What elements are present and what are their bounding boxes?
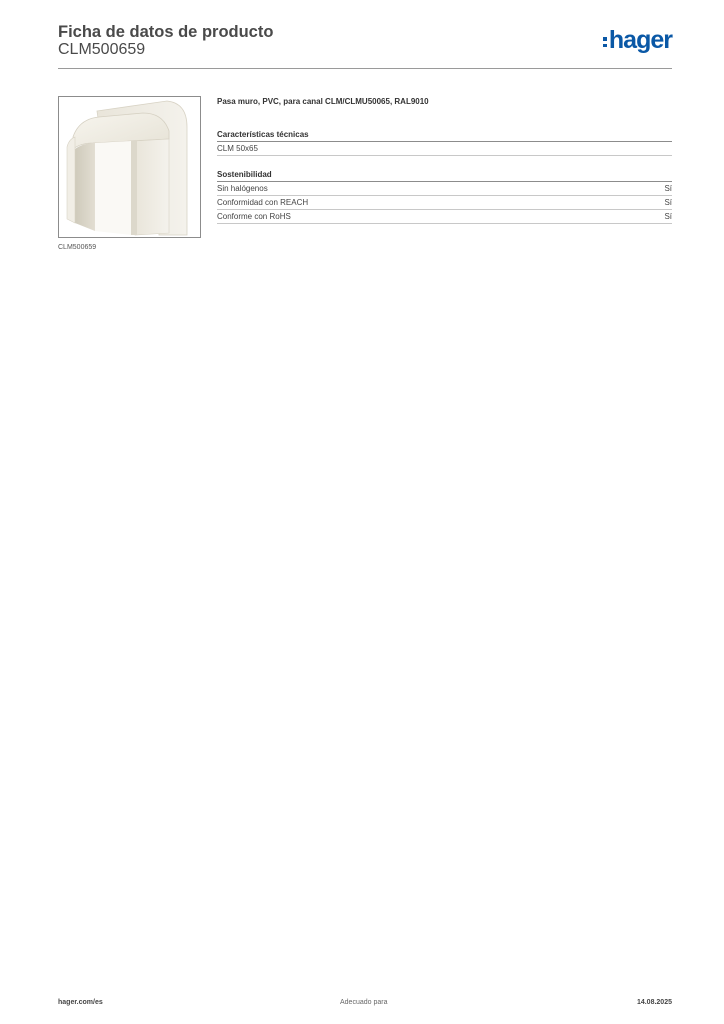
product-code-heading: CLM500659 bbox=[58, 41, 146, 58]
spec-row bbox=[217, 142, 672, 156]
spec-label: CLM 50x65 bbox=[217, 144, 258, 153]
spec-label: Conforme con RoHS bbox=[217, 212, 291, 221]
spec-label: Sin halógenos bbox=[217, 184, 268, 193]
wall-pass-product-icon bbox=[59, 97, 200, 237]
image-caption: CLM500659 bbox=[58, 244, 97, 251]
spec-label: Conformidad con REACH bbox=[217, 198, 309, 207]
spec-row bbox=[217, 196, 672, 210]
product-description: Pasa muro, PVC, para canal CLM/CLMU50065, RAL9010 bbox=[217, 97, 429, 106]
section-title: Sostenibilidad bbox=[217, 168, 672, 182]
logo-dots-icon bbox=[603, 37, 607, 47]
page-footer bbox=[58, 999, 672, 1011]
logo-text: hager bbox=[608, 25, 672, 54]
page-header bbox=[58, 20, 672, 68]
product-image bbox=[58, 96, 201, 238]
sustainability-section bbox=[217, 168, 672, 224]
section-title: Características técnicas bbox=[217, 128, 672, 142]
header-divider bbox=[58, 68, 672, 69]
technical-characteristics-section bbox=[217, 128, 672, 156]
spec-value: Sí bbox=[664, 212, 672, 221]
footer-center-text: Adecuado para bbox=[340, 999, 388, 1006]
spec-row bbox=[217, 210, 672, 224]
document-title: Ficha de datos de producto bbox=[58, 23, 274, 41]
spec-value: Sí bbox=[664, 198, 672, 207]
website-link[interactable]: hager.com/es bbox=[58, 999, 103, 1006]
footer-date: 14.08.2025 bbox=[636, 999, 672, 1006]
spec-value: Sí bbox=[664, 184, 672, 193]
spec-row bbox=[217, 182, 672, 196]
hager-logo bbox=[603, 24, 672, 56]
